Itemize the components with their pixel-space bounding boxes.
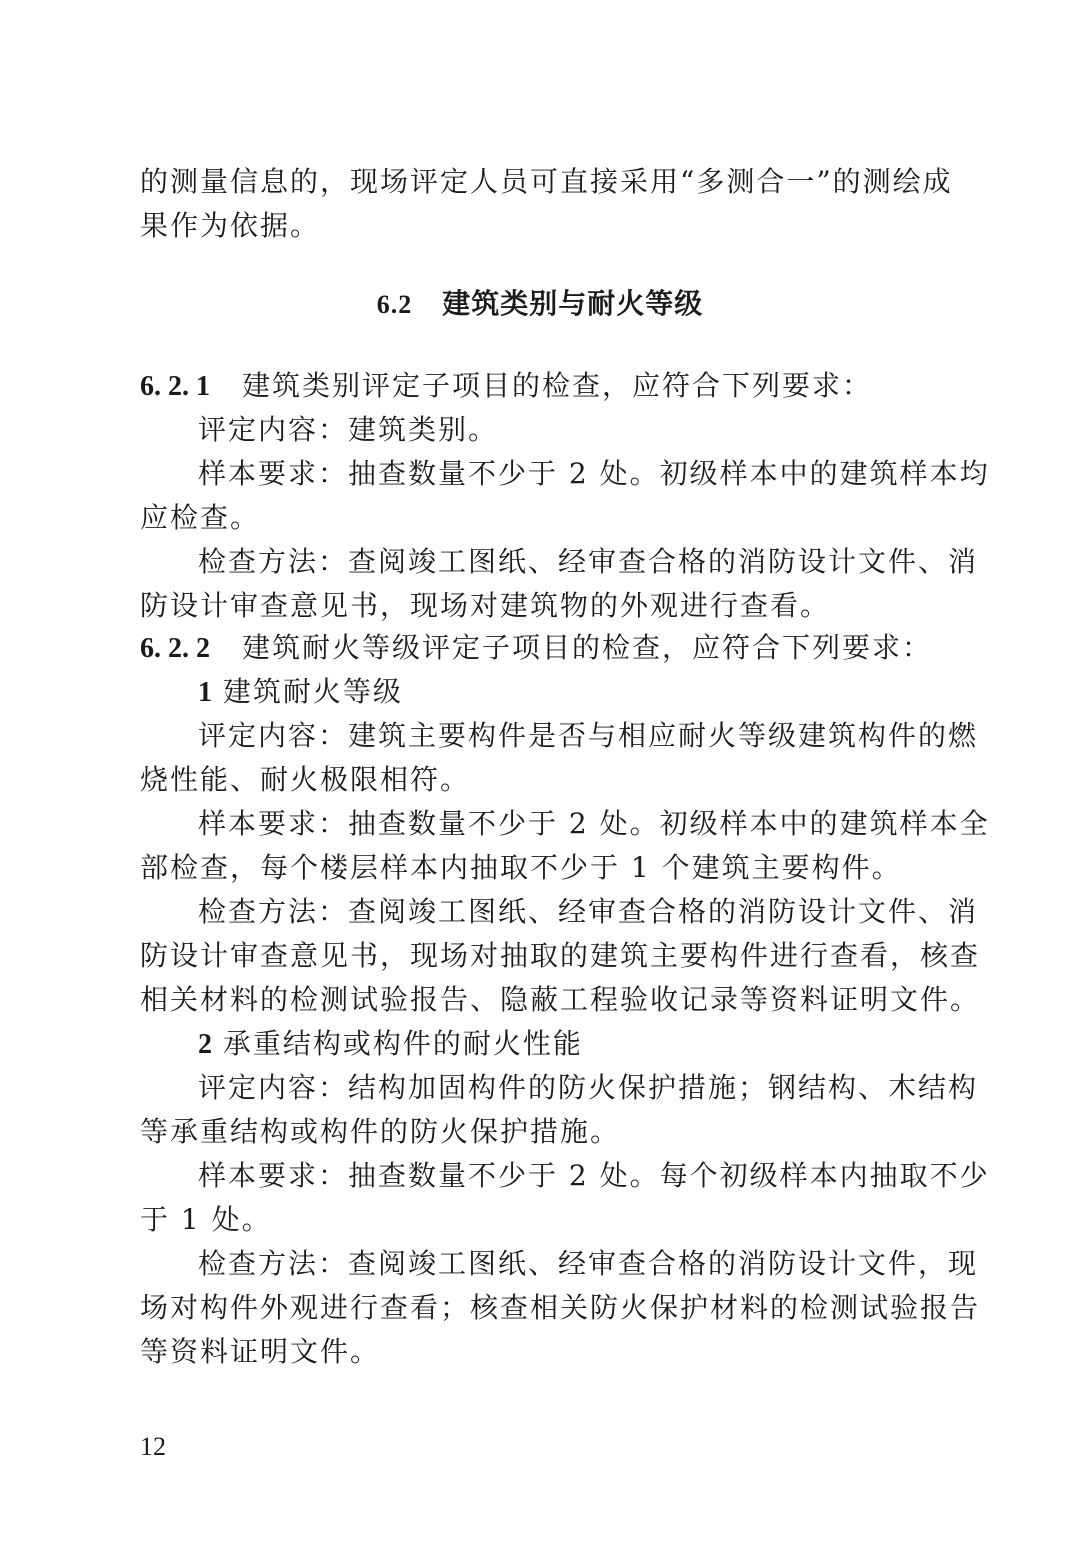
intro-line-1: 的测量信息的，现场评定人员可直接采用“多测合一”的测绘成 bbox=[140, 165, 953, 198]
item-2-content-1: 评定内容：结构加固构件的防火保护措施；钢结构、木结构 bbox=[198, 1071, 979, 1104]
page-number: 12 bbox=[140, 1432, 166, 1461]
section-number: 6.2 bbox=[376, 290, 413, 319]
item-1-sample-1: 样本要求：抽查数量不少于 2 处。初级样本中的建筑样本全 bbox=[198, 807, 990, 840]
section-heading: 建筑类别与耐火等级 bbox=[442, 287, 704, 320]
clause-number: 6. 2. 2 bbox=[140, 633, 210, 664]
item-title-text: 建筑耐火等级 bbox=[222, 675, 403, 708]
item-2-method-3: 等资料证明文件。 bbox=[140, 1335, 381, 1368]
item-2-sample-2: 于 1 处。 bbox=[140, 1203, 272, 1236]
clause-6-2-2-heading bbox=[140, 628, 940, 669]
clause-heading-text: 建筑类别评定子项目的检查，应符合下列要求： bbox=[242, 369, 873, 402]
clause-6-2-1-content: 评定内容：建筑类别。 bbox=[198, 413, 499, 446]
clause-6-2-1-heading bbox=[140, 366, 940, 407]
item-1-sample-2: 部检查，每个楼层样本内抽取不少于 1 个建筑主要构件。 bbox=[140, 851, 902, 884]
clause-number: 6. 2. 1 bbox=[140, 371, 210, 402]
item-2-sample-1: 样本要求：抽查数量不少于 2 处。每个初级样本内抽取不少 bbox=[198, 1159, 990, 1192]
item-1-method-1: 检查方法：查阅竣工图纸、经审查合格的消防设计文件、消 bbox=[198, 895, 979, 928]
clause-6-2-1-method-2: 防设计审查意见书，现场对建筑物的外观进行查看。 bbox=[140, 589, 831, 622]
intro-line-2: 果作为依据。 bbox=[140, 209, 321, 242]
clause-6-2-1-sample-1: 样本要求：抽查数量不少于 2 处。初级样本中的建筑样本均 bbox=[198, 457, 990, 490]
item-title-text: 承重结构或构件的耐火性能 bbox=[222, 1027, 583, 1060]
item-2-content-2: 等承重结构或构件的防火保护措施。 bbox=[140, 1115, 621, 1148]
clause-heading-text: 建筑耐火等级评定子项目的检查，应符合下列要求： bbox=[242, 631, 933, 664]
item-number: 2 bbox=[198, 1029, 212, 1060]
clause-6-2-1-method-1: 检查方法：查阅竣工图纸、经审查合格的消防设计文件、消 bbox=[198, 545, 979, 578]
item-2-title bbox=[198, 1024, 940, 1065]
item-2-method-1: 检查方法：查阅竣工图纸、经审查合格的消防设计文件，现 bbox=[198, 1247, 979, 1280]
item-1-content-1: 评定内容：建筑主要构件是否与相应耐火等级建筑构件的燃 bbox=[198, 719, 979, 752]
item-1-method-3: 相关材料的检测试验报告、隐蔽工程验收记录等资料证明文件。 bbox=[140, 983, 981, 1016]
item-number: 1 bbox=[198, 677, 212, 708]
item-1-title bbox=[198, 672, 940, 713]
section-title bbox=[0, 284, 1080, 325]
item-2-method-2: 场对构件外观进行查看；核查相关防火保护材料的检测试验报告 bbox=[140, 1291, 981, 1324]
clause-6-2-1-sample-2: 应检查。 bbox=[140, 501, 261, 534]
item-1-content-2: 烧性能、耐火极限相符。 bbox=[140, 763, 471, 796]
item-1-method-2: 防设计审查意见书，现场对抽取的建筑主要构件进行查看，核查 bbox=[140, 939, 981, 972]
